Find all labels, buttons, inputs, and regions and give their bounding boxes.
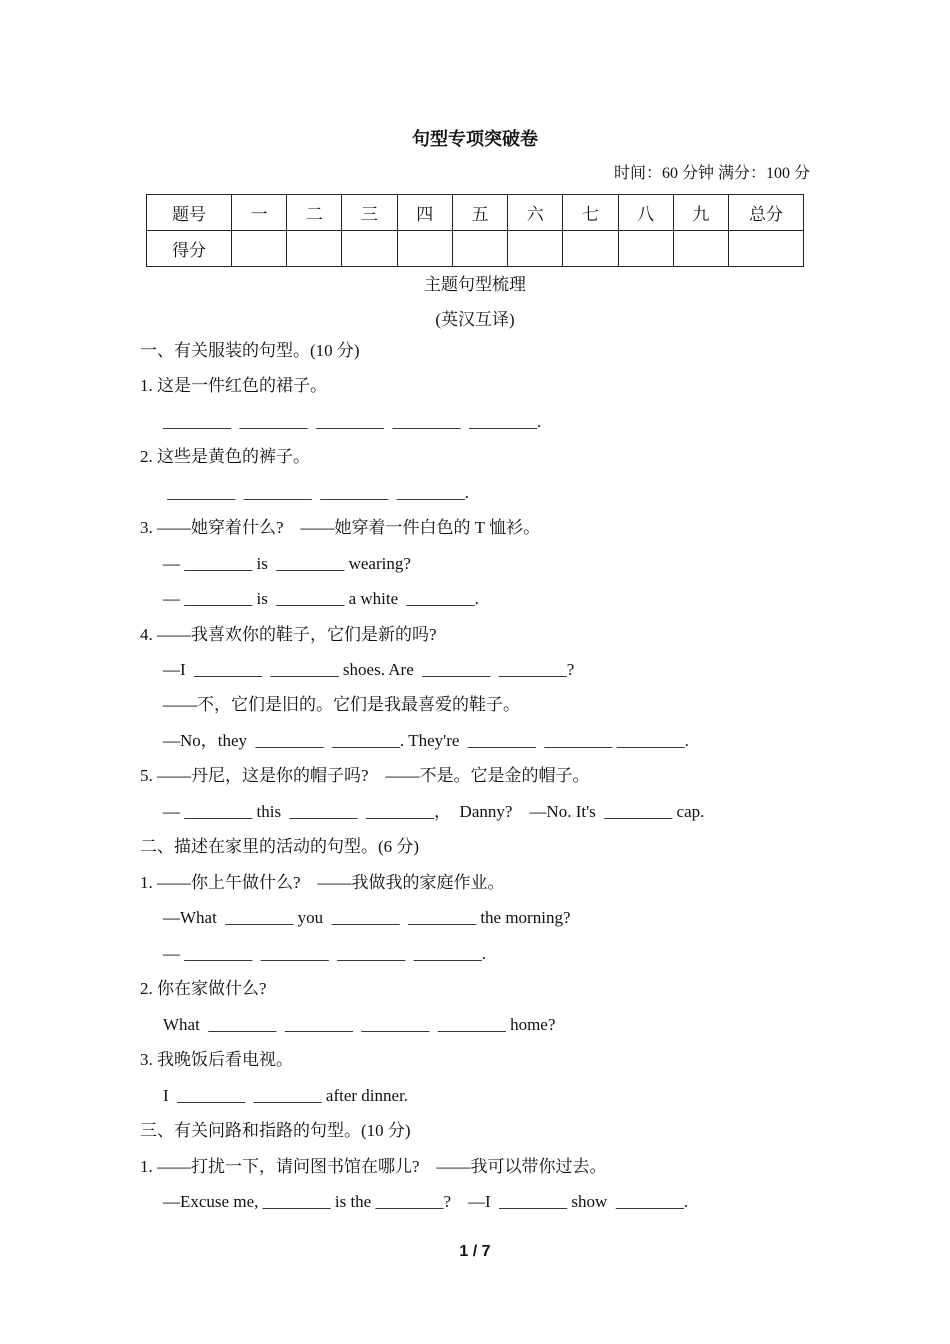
question-prompt: 1. ——你上午做什么? ——我做我的家庭作业。 <box>140 873 505 892</box>
question-prompt: 5. ——丹尼，这是你的帽子吗? ——不是。它是金的帽子。 <box>140 766 590 785</box>
question-prompt: 1. 这是一件红色的裙子。 <box>140 376 327 395</box>
answer-line[interactable]: ________ ________ ________ ________ ________. <box>163 412 542 431</box>
answer-line[interactable]: — ________ is ________ a white ________. <box>163 589 479 608</box>
table-cell: 总分 <box>729 195 804 231</box>
section-title: 主题句型梳理 <box>424 275 526 294</box>
score-cell[interactable] <box>618 231 673 267</box>
score-cell[interactable] <box>508 231 563 267</box>
table-cell: 八 <box>618 195 673 231</box>
table-cell: 二 <box>287 195 342 231</box>
table-cell: 七 <box>563 195 618 231</box>
table-cell: 得分 <box>147 231 232 267</box>
score-table-header-row <box>147 195 804 231</box>
question-prompt: 2. 这些是黄色的裤子。 <box>140 447 310 466</box>
answer-line[interactable]: — ________ is ________ wearing? <box>163 554 411 573</box>
page-number: 1 / 7 <box>459 1243 491 1260</box>
answer-line[interactable]: What ________ ________ ________ ________ home? <box>163 1015 556 1034</box>
score-cell[interactable] <box>342 231 397 267</box>
answer-line[interactable]: — ________ this ________ ________， Danny? —No. It's ________ cap. <box>163 802 705 821</box>
score-table <box>146 194 804 267</box>
score-cell[interactable] <box>673 231 728 267</box>
score-cell[interactable] <box>232 231 287 267</box>
time-score-info: 时间：60 分钟 满分：100 分 <box>613 165 810 182</box>
page-title: 句型专项突破卷 <box>412 129 538 149</box>
score-cell[interactable] <box>729 231 804 267</box>
question-prompt: 3. ——她穿着什么? ——她穿着一件白色的 T 恤衫。 <box>140 518 541 537</box>
answer-line[interactable]: —I ________ ________ shoes. Are ________ ________? <box>163 660 575 679</box>
answer-line[interactable]: —No，they ________ ________. They're ________ ________ ________. <box>163 731 689 750</box>
section-heading: 三、有关问路和指路的句型。(10 分) <box>140 1121 411 1140</box>
table-cell: 五 <box>452 195 507 231</box>
question-prompt: 3. 我晚饭后看电视。 <box>140 1050 293 1069</box>
score-cell[interactable] <box>452 231 507 267</box>
score-table-score-row <box>147 231 804 267</box>
score-cell[interactable] <box>397 231 452 267</box>
section-heading: 二、描述在家里的活动的句型。(6 分) <box>140 837 420 856</box>
question-prompt: 2. 你在家做什么? <box>140 979 267 998</box>
table-cell: 六 <box>508 195 563 231</box>
answer-line[interactable]: —Excuse me, ________ is the ________? —I ________ show ________. <box>163 1192 689 1211</box>
answer-line[interactable]: — ________ ________ ________ ________. <box>163 944 486 963</box>
section-subtitle: (英汉互译) <box>435 310 515 329</box>
table-cell: 九 <box>673 195 728 231</box>
table-cell: 题号 <box>147 195 232 231</box>
question-prompt: 4. ——我喜欢你的鞋子，它们是新的吗? <box>140 625 437 644</box>
question-prompt: 1. ——打扰一下，请问图书馆在哪儿? ——我可以带你过去。 <box>140 1157 607 1176</box>
answer-line[interactable]: I ________ ________ after dinner. <box>163 1086 409 1105</box>
answer-line[interactable]: —What ________ you ________ ________ the morning? <box>163 908 571 927</box>
answer-line[interactable]: ________ ________ ________ ________. <box>163 483 469 502</box>
section-heading: 一、有关服装的句型。(10 分) <box>140 341 360 360</box>
table-cell: 四 <box>397 195 452 231</box>
question-prompt: ——不，它们是旧的。它们是我最喜爱的鞋子。 <box>163 695 520 714</box>
score-cell[interactable] <box>287 231 342 267</box>
table-cell: 一 <box>232 195 287 231</box>
score-cell[interactable] <box>563 231 618 267</box>
table-cell: 三 <box>342 195 397 231</box>
